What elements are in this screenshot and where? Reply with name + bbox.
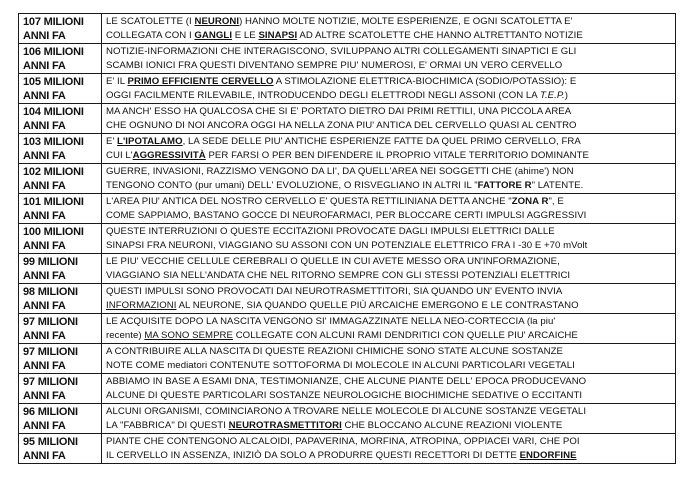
description-cell: ABBIAMO IN BASE A ESAMI DNA, TESTIMONIANZE, CHE ALCUNE PIANTE DELL' EPOCA PRODUCEVANO ALCUNE DI QUESTE PARTICOLARI SOSTANZE NEUROLOGICHE BIOCHIMICHE SEDATIVE O ECCITANTI — [102, 374, 676, 404]
description-cell: QUESTI IMPULSI SONO PROVOCATI DAI NEUROTRASMETTITORI, SIA QUANDO UN' EVENTO INVIA INFORMAZIONI AL NEURONE, SIA QUANDO QUELLE PIÙ ARCAICHE EMERGONO E LE CONTRASTANO — [102, 284, 676, 314]
era-cell: 102 MILIONI ANNI FA — [19, 164, 102, 194]
description-cell: LE PIU' VECCHIE CELLULE CEREBRALI O QUELLE IN CUI AVETE MESSO ORA UN'INFORMAZIONE, VIAGGIANO SIA NELL'ANDATA CHE NEL RITORNO SEMPRE CON GLI STESSI POTENZIALI ELETTRICI — [102, 254, 676, 284]
term-fattore-r: FATTORE R — [477, 179, 532, 191]
era-cell: 103 MILIONI ANNI FA — [19, 134, 102, 164]
table-row — [19, 404, 676, 434]
term-primo-cervello: PRIMO EFFICIENTE CERVELLO — [127, 76, 274, 88]
description-cell: A CONTRIBUIRE ALLA NASCITA DI QUESTE REAZIONI CHIMICHE SONO STATE ALCUNE SOSTANZE NOTE COME mediatori CONTENUTE SOTTOFORMA DI MOLECOLE IN ALCUNI PARTICOLARI VEGETALI — [102, 344, 676, 374]
table-row — [19, 434, 676, 464]
table-row — [19, 74, 676, 104]
description-cell: E' L'IPOTALAMO, LA SEDE DELLE PIU' ANTICHE ESPERIENZE FATTE DA QUEL PRIMO CERVELLO, FRA CUI L'AGGRESSIVITÀ PER FARSI O PER BEN DIFENDERE IL PROPRIO VITALE TERRITORIO DOMINANTE — [102, 134, 676, 164]
era-cell: 105 MILIONI ANNI FA — [19, 74, 102, 104]
era-cell: 97 MILIONI ANNI FA — [19, 314, 102, 344]
timeline-table — [18, 13, 676, 464]
table-row — [19, 314, 676, 344]
era-cell: 104 MILIONI ANNI FA — [19, 104, 102, 134]
description-cell: ALCUNI ORGANISMI, COMINCIARONO A TROVARE NELLE MOLECOLE DI ALCUNE SOSTANZE VEGETALI LA "FABBRICA" DI QUESTI NEUROTRASMETTITORI CHE BLOCCANO ALCUNE REAZIONI VIOLENTE — [102, 404, 676, 434]
table-row — [19, 134, 676, 164]
table-row — [19, 194, 676, 224]
era-cell: 106 MILIONI ANNI FA — [19, 44, 102, 74]
table-row — [19, 164, 676, 194]
table-row — [19, 224, 676, 254]
era-cell: 98 MILIONI ANNI FA — [19, 284, 102, 314]
term-ipotalamo: L'IPOTALAMO — [117, 136, 183, 148]
table-row — [19, 374, 676, 404]
table-row — [19, 14, 676, 44]
era-cell: 99 MILIONI ANNI FA — [19, 254, 102, 284]
era-cell: 96 MILIONI ANNI FA — [19, 404, 102, 434]
era-cell: 100 MILIONI ANNI FA — [19, 224, 102, 254]
table-row — [19, 254, 676, 284]
table-row — [19, 44, 676, 74]
term-neuroni: NEURONI — [194, 16, 240, 28]
description-cell: LE SCATOLETTE (I NEURONI) HANNO MOLTE NOTIZIE, MOLTE ESPERIENZE, E OGNI SCATOLETTA E' COLLEGATA CON I GANGLI E LE SINAPSI AD ALTRE SCATOLETTE CHE HANNO ALTRETTANTO NOTIZIE — [102, 14, 676, 44]
description-cell: NOTIZIE-INFORMAZIONI CHE INTERAGISCONO, SVILUPPANO ALTRI COLLEGAMENTI SINAPTICI E GLI SCAMBI IONICI FRA QUESTI DIVENTANO SEMPRE PIU' NUMEROSI, E' ORMAI UN VERO CERVELLO — [102, 44, 676, 74]
term-sinapsi: SINAPSI — [258, 29, 298, 41]
table-row — [19, 344, 676, 374]
era-cell: 101 MILIONI ANNI FA — [19, 194, 102, 224]
description-cell: L'AREA PIU' ANTICA DEL NOSTRO CERVELLO E' QUESTA RETTILINIANA DETTA ANCHE "ZONA R", E COME SAPPIAMO, BASTANO GOCCE DI NEUROFARMACI, PER BLOCCARE CERTI IMPULSI AGGRESSIVI — [102, 194, 676, 224]
era-cell: 97 MILIONI ANNI FA — [19, 344, 102, 374]
term-tep: T.E.P. — [539, 89, 565, 101]
description-cell: LE ACQUISITE DOPO LA NASCITA VENGONO SI' IMMAGAZZINATE NELLA NEO-CORTECCIA (la piu' recente) MA SONO SEMPRE COLLEGATE CON ALCUNI RAMI DENDRITICI CON QUELLE PIU' ARCAICHE — [102, 314, 676, 344]
description-cell: MA ANCH' ESSO HA QUALCOSA CHE SI E' PORTATO DIETRO DAI PRIMI RETTILI, UNA PICCOLA AREA CHE OGNUNO DI NOI ANCORA OGGI HA NELLA ZONA PIU' ANTICA DEL CERVELLO QUASI AL CENTRO — [102, 104, 676, 134]
term-zona-r: ZONA R — [511, 196, 549, 208]
table-row — [19, 104, 676, 134]
description-cell: QUESTE INTERRUZIONI O QUESTE ECCITAZIONI PROVOCATE DAGLI IMPULSI ELETTRICI DALLE SINAPSI FRA NEURONI, VIAGGIANO SU ASSONI CON UN POTENZIALE ELETTRICO FRA I -30 E +70 mVolt — [102, 224, 676, 254]
table-row — [19, 284, 676, 314]
term-endorfine: ENDORFINE — [519, 449, 577, 461]
description-cell: PIANTE CHE CONTENGONO ALCALOIDI, PAPAVERINA, MORFINA, ATROPINA, OPPIACEI VARI, CHE POI IL CERVELLO IN ASSENZA, INIZIÒ DA SOLO A PRODURRE QUESTI RECETTORI DI DETTE ENDORFINE — [102, 434, 676, 464]
description-cell: GUERRE, INVASIONI, RAZZISMO VENGONO DA LI', DA QUELL'AREA NEI SOGGETTI CHE (ahime') NON TENGONO CONTO (pur umani) DELL' EVOLUZIONE, O RISVEGLIANO IN ALTRI IL "FATTORE R" LATENTE. — [102, 164, 676, 194]
term-gangli: GANGLI — [194, 29, 233, 41]
term-aggressivita: AGGRESSIVITÀ — [132, 149, 206, 161]
era-cell: 107 MILIONI ANNI FA — [19, 14, 102, 44]
description-cell: E' IL PRIMO EFFICIENTE CERVELLO A STIMOLAZIONE ELETTRICA-BIOCHIMICA (SODIO/POTASSIO): E OGGI FACILMENTE RILEVABILE, INTRODUCENDO DEGLI ELETTRODI NEGLI ASSONI (CON LA T.E.P.) — [102, 74, 676, 104]
term-neurotrasmettitori: NEUROTRASMETTITORI — [228, 419, 342, 431]
era-cell: 97 MILIONI ANNI FA — [19, 374, 102, 404]
term-informazioni: INFORMAZIONI — [106, 299, 177, 311]
era-cell: 95 MILIONI ANNI FA — [19, 434, 102, 464]
term-ma-sono-sempre: MA SONO SEMPRE — [144, 329, 233, 341]
